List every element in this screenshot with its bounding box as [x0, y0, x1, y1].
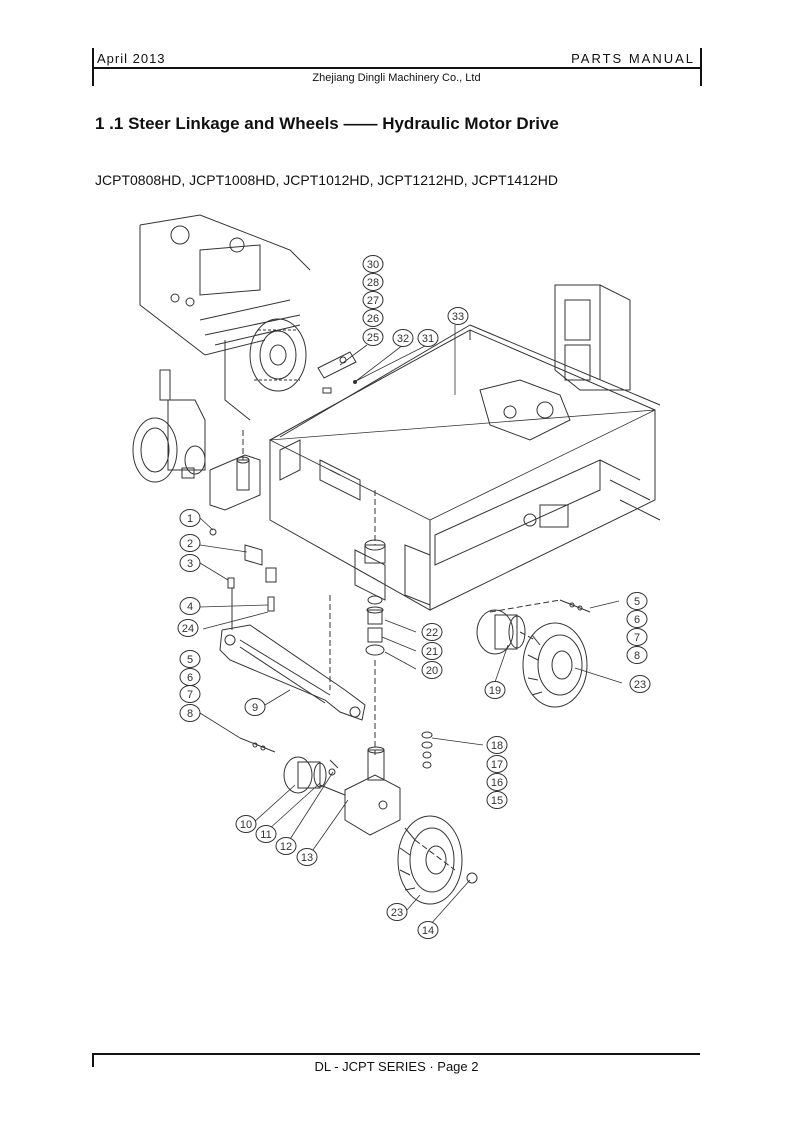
callout-c25 — [363, 329, 383, 346]
callout-number: 26 — [366, 313, 380, 325]
header-manual-title: PARTS MANUAL — [571, 51, 695, 66]
callout-c8b — [627, 647, 647, 664]
callout-number: 11 — [260, 829, 272, 841]
header-divider — [92, 67, 702, 69]
steer-link-parts — [210, 529, 276, 630]
callout-number: 22 — [425, 627, 439, 639]
callout-number: 27 — [366, 295, 380, 307]
callout-number: 17 — [490, 759, 504, 771]
callout-number: 21 — [425, 646, 439, 658]
callout-c32 — [393, 330, 413, 347]
callout-number: 13 — [300, 852, 314, 864]
callout-number: 14 — [421, 925, 435, 937]
callout-number: 8 — [633, 650, 641, 662]
callout-number: 23 — [633, 679, 647, 691]
callout-number: 20 — [425, 665, 439, 677]
model-list: JCPT0808HD, JCPT1008HD, JCPT1012HD, JCPT1212HD, JCPT1412HD — [95, 172, 558, 188]
callout-c11 — [256, 826, 276, 843]
callout-c20 — [422, 662, 442, 679]
callout-number: 5 — [186, 654, 194, 666]
callout-c4 — [180, 598, 200, 615]
callout-number: 30 — [366, 259, 380, 271]
callout-c23b — [387, 904, 407, 921]
callout-c1 — [180, 510, 200, 527]
callout-c7a — [180, 686, 200, 703]
callout-c17 — [487, 756, 507, 773]
washer-stack — [422, 732, 432, 768]
footer-page-label: DL - JCPT SERIES · Page 2 — [314, 1059, 479, 1074]
callout-c19 — [485, 682, 505, 699]
callout-c22 — [422, 624, 442, 641]
callout-c9 — [245, 699, 265, 716]
callout-number: 10 — [239, 819, 253, 831]
callout-number: 9 — [251, 702, 259, 714]
callout-number: 3 — [186, 558, 194, 570]
callout-number: 25 — [366, 332, 380, 344]
callout-c15 — [487, 792, 507, 809]
callout-number: 12 — [279, 841, 293, 853]
lower-wheel — [398, 816, 477, 904]
callout-number: 4 — [186, 601, 194, 613]
callout-number: 24 — [181, 623, 195, 635]
section-title: 1 .1 Steer Linkage and Wheels —— Hydraulic Motor Drive — [95, 114, 559, 133]
callout-number: 23 — [390, 907, 404, 919]
header-company: Zhejiang Dingli Machinery Co., Ltd — [312, 72, 481, 84]
pivot-bracket — [210, 430, 260, 510]
callout-number: 28 — [366, 277, 380, 289]
callout-c21 — [422, 643, 442, 660]
right-hub-motor — [477, 600, 590, 654]
callout-c12 — [276, 838, 296, 855]
right-wheel — [523, 623, 587, 707]
callout-number: 15 — [490, 795, 504, 807]
callout-c10 — [236, 816, 256, 833]
callout-c16 — [487, 774, 507, 791]
callout-c6b — [627, 611, 647, 628]
lower-hub-motor — [240, 738, 338, 793]
callout-c13 — [297, 849, 317, 866]
callout-number: 5 — [633, 596, 641, 608]
callout-number: 8 — [186, 708, 194, 720]
king-pin-stack — [365, 490, 385, 755]
callout-c27 — [363, 292, 383, 309]
callout-c8a — [180, 705, 200, 722]
callout-c6a — [180, 669, 200, 686]
callout-number: 1 — [186, 513, 194, 525]
callout-number: 32 — [396, 333, 410, 345]
callout-number: 7 — [186, 689, 194, 701]
callout-c7b — [627, 629, 647, 646]
callout-number: 16 — [490, 777, 504, 789]
callout-c31 — [418, 330, 438, 347]
callout-c33 — [448, 308, 468, 325]
inset-wheel — [250, 319, 306, 391]
callout-c2 — [180, 535, 200, 552]
callout-c5a — [180, 651, 200, 668]
callout-number: 7 — [633, 632, 641, 644]
spindle-assembly — [320, 747, 400, 835]
callout-c26 — [363, 310, 383, 327]
chassis-frame — [270, 285, 660, 610]
callout-number: 6 — [186, 672, 194, 684]
inset-chassis-corner — [140, 215, 310, 420]
tie-rod — [220, 595, 365, 720]
exploded-parts-diagram — [120, 205, 680, 945]
callout-number: 33 — [451, 311, 465, 323]
callout-number: 19 — [488, 685, 502, 697]
callout-number: 2 — [186, 538, 194, 550]
inset-bracket — [318, 352, 357, 393]
header-date: April 2013 — [97, 51, 166, 66]
callout-c24 — [178, 620, 198, 637]
callout-c14 — [418, 922, 438, 939]
footer-divider — [92, 1053, 700, 1055]
callout-c23a — [630, 676, 650, 693]
callout-number: 31 — [421, 333, 435, 345]
callout-number: 6 — [633, 614, 641, 626]
callout-c3 — [180, 555, 200, 572]
callout-c5b — [627, 593, 647, 610]
callout-number: 18 — [490, 740, 504, 752]
callout-c28 — [363, 274, 383, 291]
inset-left-wheel — [133, 370, 205, 482]
callout-c30 — [363, 256, 383, 273]
callout-c18 — [487, 737, 507, 754]
